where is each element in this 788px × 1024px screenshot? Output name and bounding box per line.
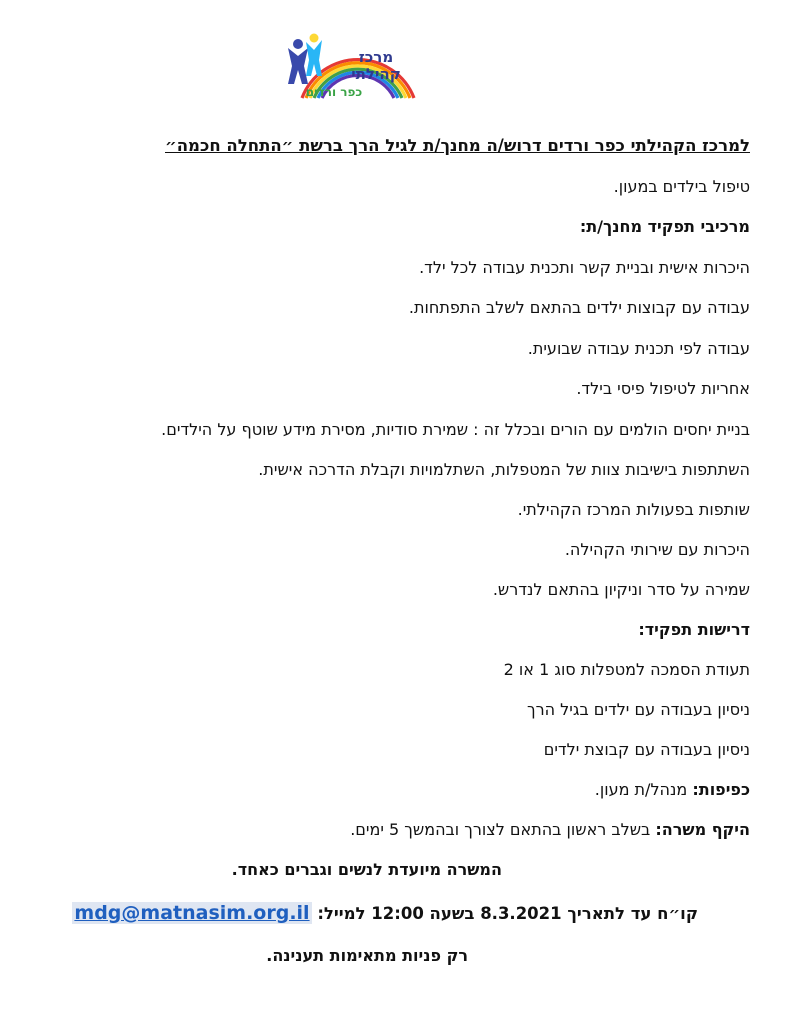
component-item: שמירה על סדר וניקיון בהתאם לנדרש.	[492, 580, 750, 599]
component-item: בניית יחסים הולמים עם הורים ובכלל זה : שמירת סודיות, מסירת מידע שוטף על הילדים.	[161, 420, 750, 439]
component-item: השתתפות בישיבות צוות של המטפלות, השתלמויות וקבלת הדרכה אישית.	[258, 460, 750, 479]
community-center-logo	[284, 26, 420, 100]
component-item: אחריות לטיפול פיסי בילד.	[576, 379, 750, 398]
requirement-item: ניסיון בעבודה עם קבוצת ילדים	[543, 740, 750, 759]
reporting-value: מנהל/ת מעון.	[594, 780, 688, 799]
component-item: עבודה עם קבוצות ילדים בהתאם לשלב התפתחות.	[408, 298, 750, 317]
requirement-item: ניסיון בעבודה עם ילדים בגיל הרך	[527, 700, 750, 719]
requirements-heading: דרישות תפקיד:	[638, 620, 750, 639]
component-item: היכרות אישית ובניית קשר ותכנית עבודה לכל ילד.	[419, 258, 750, 277]
component-item: שותפות בפעולות המרכז הקהילתי.	[517, 500, 750, 519]
gender-note: המשרה מיועדת לנשים וגברים כאחד.	[231, 860, 502, 879]
requirement-item: תעודת הסמכה למטפלות סוג 1 או 2	[503, 660, 750, 679]
email-link[interactable]: mdg@matnasim.org.il	[74, 902, 310, 924]
intro-text: טיפול בילדים במעון.	[613, 177, 750, 196]
scope-label: היקף משרה:	[655, 820, 750, 839]
scope-line	[350, 820, 750, 840]
logo-line-3: כפר ורדים	[305, 85, 363, 99]
cv-deadline-text: קו״ח עד לתאריך 8.3.2021 בשעה 12:00 למייל:	[317, 904, 698, 923]
cv-line	[72, 903, 698, 924]
logo-line-1: מרכז	[358, 48, 394, 66]
reporting-label: כפיפות:	[692, 780, 750, 799]
job-title: למרכז הקהילתי כפר ורדים דרוש/ה מחנך/ת לגיל הרך ברשת ״התחלה חכמה״	[165, 136, 750, 155]
reporting-line	[595, 780, 750, 800]
components-heading: מרכיבי תפקיד מחנך/ת:	[579, 217, 750, 236]
component-item: עבודה לפי תכנית עבודה שבועית.	[527, 339, 750, 358]
closing-note: רק פניות מתאימות תענינה.	[266, 946, 468, 965]
logo-line-2: קהילתי	[351, 65, 401, 83]
component-item: היכרות עם שירותי הקהילה.	[564, 540, 750, 559]
scope-value: בשלב ראשון בהתאם לצורך ובהמשך 5 ימים.	[350, 820, 651, 839]
